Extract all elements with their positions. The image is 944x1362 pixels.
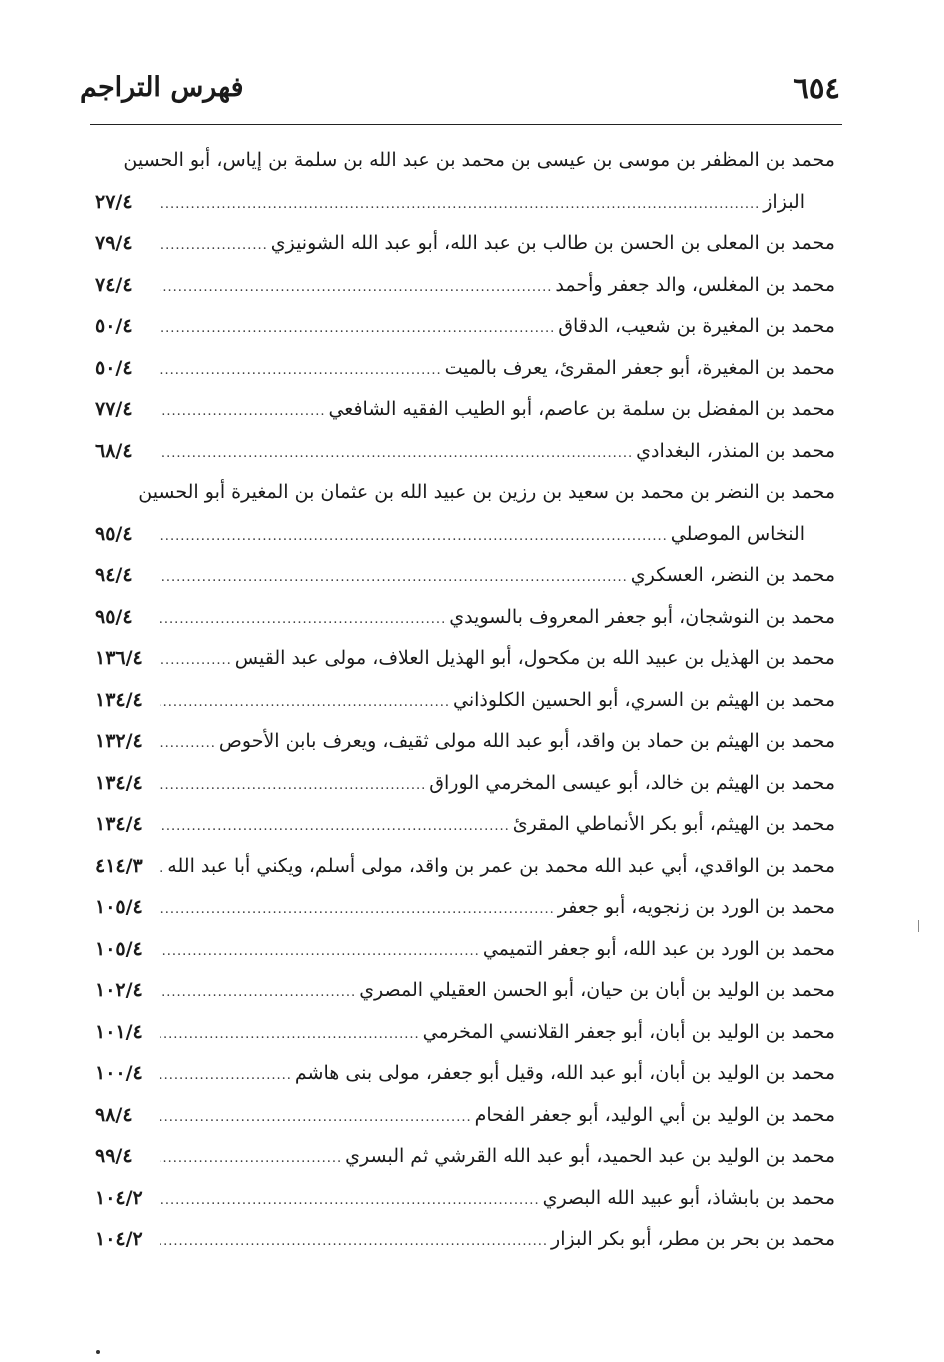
dot-leader [160,1180,540,1220]
entry-name: محمد بن المغيرة بن شعيب، الدقاق [558,315,835,337]
entry-volume-page: ١٠١/٤ [95,1020,143,1043]
index-entry [95,1053,835,1095]
dot-leader [160,516,668,556]
entry-volume-page: ١٠٤/٢ [95,1228,143,1250]
entry-name: محمد بن الوليد بن أبان، أبو جعفر القلانسي المخرمي [422,1020,835,1043]
dot-leader [160,1221,548,1261]
entry-volume-page: ١٣٢/٤ [95,730,143,752]
dot-leader [160,225,268,265]
entry-volume-page: ٥٠/٤ [95,356,133,379]
index-entry-continuation [95,514,835,556]
dot-leader [160,806,510,846]
entry-name: محمد بن الهيثم بن السري، أبو الحسين الكلوذاني [452,688,835,711]
index-entry [95,804,835,846]
entry-name: محمد بن المنذر، البغدادي [636,439,835,462]
entry-volume-page: ١٠٥/٤ [95,937,143,960]
entry-name: محمد بن الوليد بن عبد الحميد، أبو عبد الله القرشي ثم البسري [345,1145,835,1167]
entry-name: محمد بن الوليد بن أبان بن حيان، أبو الحسن العقيلي المصري [359,979,835,1001]
entry-name: محمد بن الهذيل بن عبيد الله بن مكحول، أبو الهذيل العلاف، مولى عبد القيس [234,647,835,669]
page-header [80,68,840,108]
index-entry [95,1012,835,1054]
entry-name: محمد بن المفضل بن سلمة بن عاصم، أبو الطيب الفقيه الشافعي [328,398,835,420]
entry-name: محمد بن النضر، العسكري [630,564,835,586]
entry-volume-page: ١٠٠/٤ [95,1062,143,1084]
index-entry [95,1136,835,1178]
header-rule [90,124,842,125]
index-entry [95,1178,835,1220]
dot-leader [160,184,760,224]
index-entries [95,140,835,1261]
entry-name: محمد بن النضر بن محمد بن سعيد بن رزين بن عبيد الله بن عثمان بن المغيرة أبو الحسين [138,481,835,503]
index-entry [95,887,835,929]
index-entry-continuation [95,182,835,224]
index-entry [95,846,835,888]
page-number: ٦٥٤ [793,71,840,105]
entry-name: محمد بن الهيثم، أبو بكر الأنماطي المقرئ [512,813,835,835]
dot-leader [160,267,552,307]
entry-name: محمد بن المظفر بن موسى بن عيسى بن محمد بن عبد الله بن سلمة بن إياس، أبو الحسين [123,149,835,171]
running-title: فهرس التراجم [80,72,244,103]
entry-name: محمد بن الورد بن عبد الله، أبو جعفر التميمي [482,937,835,960]
dot-leader [160,723,216,763]
entry-name: محمد بن الواقدي، أبي عبد الله محمد بن عمر بن واقد، مولى أسلم، ويكني أبا عبد الله [167,854,835,877]
entry-name: محمد بن المغيرة، أبو جعفر المقرئ، يعرف بالميت [444,356,835,379]
entry-volume-page: ٩٩/٤ [95,1145,133,1167]
dot-leader [160,1097,472,1137]
entry-volume-page: ٥٠/٤ [95,315,133,337]
entry-volume-page: ٧٧/٤ [95,398,133,420]
dot-leader [160,599,446,639]
dot-leader [160,308,555,348]
entry-volume-page: ٧٩/٤ [95,232,133,254]
entry-volume-page: ١٠٢/٤ [95,979,143,1001]
entry-volume-page: ٧٤/٤ [95,273,133,296]
entry-name: محمد بن الورد بن زنجويه، أبو جعفر [557,896,835,918]
dot-leader [160,765,426,805]
index-entry [95,223,835,265]
entry-volume-page: ١٠٥/٤ [95,896,143,918]
margin-mark [918,920,919,932]
dot-leader [160,391,325,431]
entry-name: محمد بن المعلى بن الحسن بن طالب بن عبد الله، أبو عبد الله الشونيزي [270,232,835,254]
index-entry [95,265,835,307]
dot-leader [160,433,633,473]
index-entry [95,597,835,639]
entry-volume-page: ٩٨/٤ [95,1103,133,1126]
entry-volume-page: ١٣٤/٤ [95,813,143,835]
index-entry [95,555,835,597]
entry-volume-page: ١٠٤/٢ [95,1186,143,1209]
index-entry [95,389,835,431]
index-entry [95,970,835,1012]
entry-volume-page: ١٣٤/٤ [95,771,143,794]
index-entry [95,929,835,971]
entry-name: محمد بن الهيثم بن حماد بن واقد، أبو عبد الله مولى ثقيف، ويعرف بابن الأحوص [218,730,835,752]
index-entry [95,680,835,722]
dot-leader [160,931,480,971]
dot-leader [160,1014,420,1054]
dot-leader [160,848,164,888]
entry-name: النخاس الموصلي [670,522,805,545]
entry-volume-page: ٦٨/٤ [95,439,133,462]
entry-name: محمد بن بابشاذ، أبو عبيد الله البصري [542,1186,835,1209]
entry-name: محمد بن الوليد بن أبان، أبو عبد الله، وقيل أبو جعفر، مولى بنى هاشم [294,1062,835,1084]
dot-leader [160,640,232,680]
index-entry [95,140,835,182]
index-entry [95,1219,835,1261]
entry-name: البزاز [763,190,805,213]
dot-leader [160,1055,292,1095]
index-entry [95,1095,835,1137]
margin-dot [96,1350,100,1354]
dot-leader [160,1138,342,1178]
entry-name: محمد بن الهيثم بن خالد، أبو عيسى المخرمي الوراق [429,771,835,794]
entry-volume-page: ٩٤/٤ [95,564,133,586]
index-entry [95,763,835,805]
entry-volume-page: ٢٧/٤ [95,190,133,213]
entry-volume-page: ٩٥/٤ [95,522,133,545]
entry-name: محمد بن المغلس، والد جعفر وأحمد [555,273,835,296]
entry-volume-page: ١٣٦/٤ [95,647,143,669]
dot-leader [160,889,555,929]
index-entry [95,721,835,763]
entry-name: محمد بن الوليد بن أبي الوليد، أبو جعفر الفحام [474,1103,835,1126]
index-entry [95,431,835,473]
index-entry [95,306,835,348]
entry-volume-page: ٩٥/٤ [95,605,133,628]
dot-leader [160,350,442,390]
entry-volume-page: ٤١٤/٣ [95,854,143,877]
entry-name: محمد بن النوشجان، أبو جعفر المعروف بالسويدي [449,605,835,628]
entry-name: محمد بن بحر بن مطر، أبو بكر البزار [551,1228,835,1250]
dot-leader [160,972,356,1012]
index-entry [95,348,835,390]
dot-leader [160,557,628,597]
dot-leader [160,682,450,722]
entry-volume-page: ١٣٤/٤ [95,688,143,711]
index-entry [95,472,835,514]
index-entry [95,638,835,680]
